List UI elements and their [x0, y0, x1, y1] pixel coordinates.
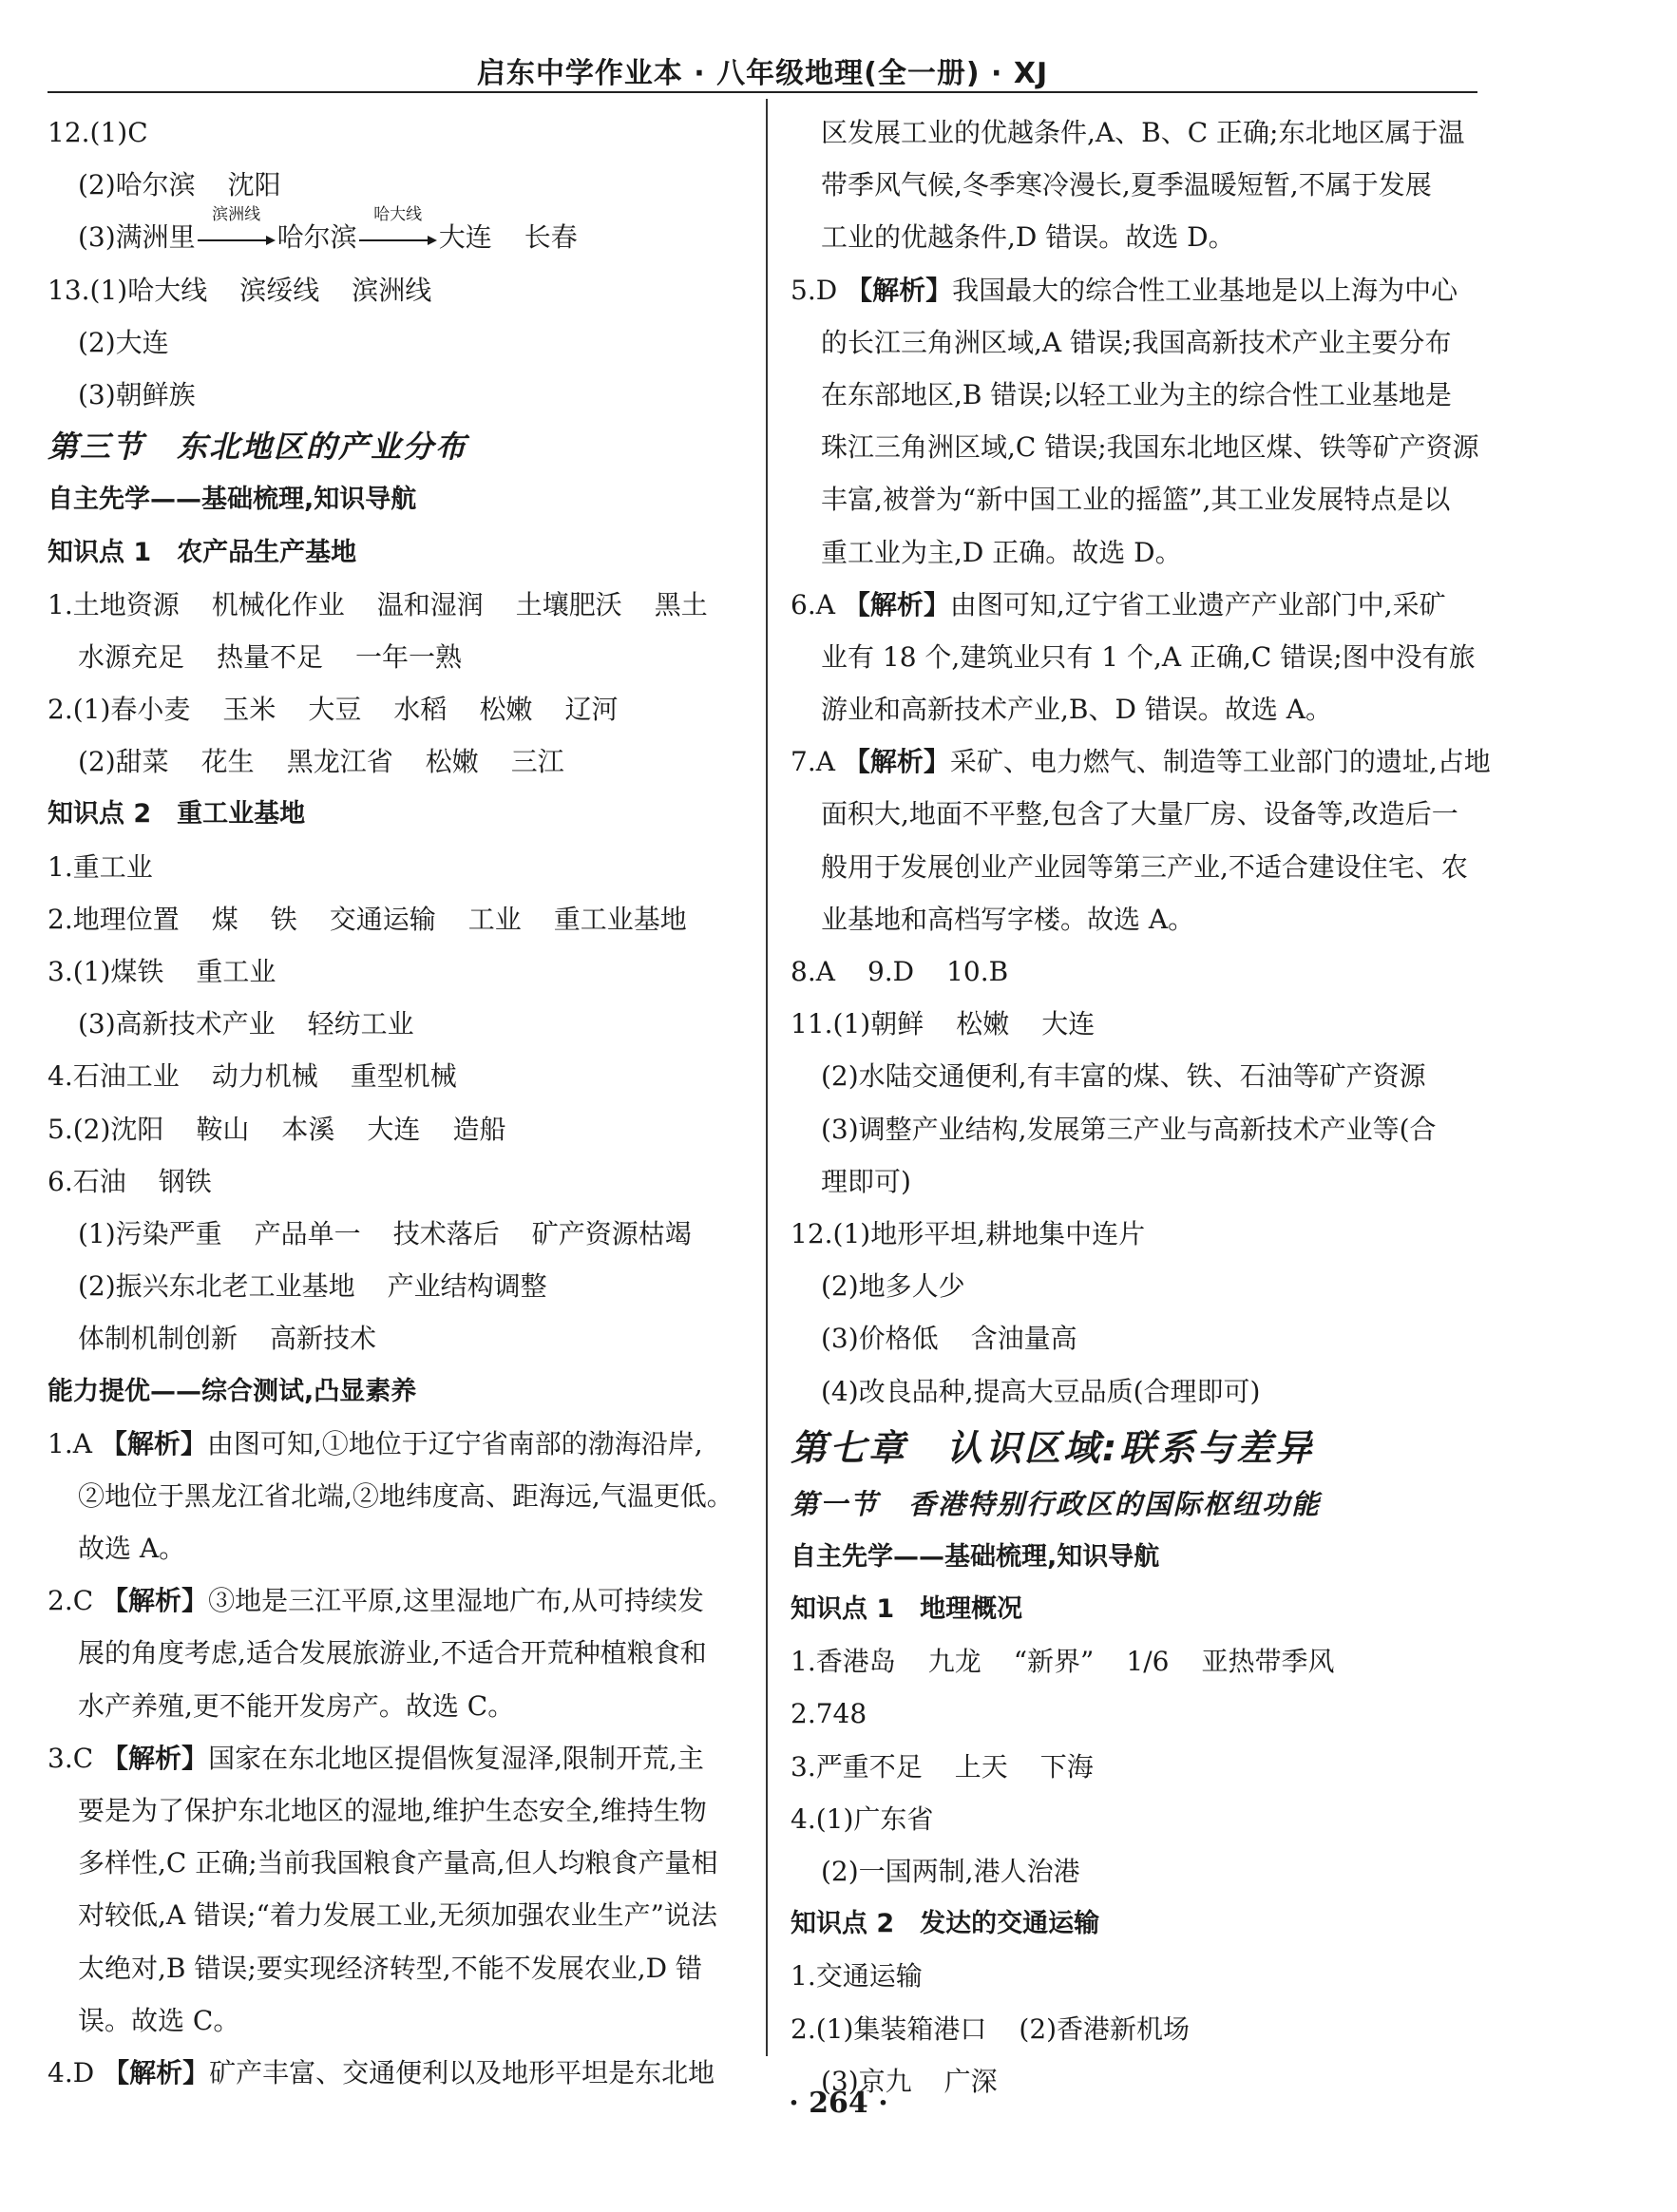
answer-line: (3)高新技术产业 轻纺工业 — [78, 1008, 414, 1040]
left-column — [48, 106, 751, 2099]
answer-line: 多样性,C 正确;当前我国粮食产量高,但人均粮食产量相 — [78, 1847, 718, 1879]
arrow-1: 滨洲线 — [198, 230, 276, 249]
subheading: 能力提优——综合测试,凸显素养 — [48, 1376, 417, 1406]
answer-line: 要是为了保护东北地区的湿地,维护生态安全,维持生物 — [78, 1795, 707, 1826]
answer-line: 12.(1)C — [48, 117, 148, 148]
answer-line: 对较低,A 错误;“着力发展工业,无须加强农业生产”说法 — [78, 1899, 717, 1932]
answer-line: 丰富,被誉为“新中国工业的摇篮”,其工业发展特点是以 — [821, 484, 1451, 516]
answer-line: 展的角度考虑,适合发展旅游业,不适合开荒种植粮食和 — [78, 1637, 707, 1669]
answer-line: 4.D 【解析】矿产丰富、交通便利以及地形平坦是东北地 — [48, 2056, 715, 2088]
answer-line: 太绝对,B 错误;要实现经济转型,不能不发展农业,D 错 — [78, 1952, 702, 1984]
answer-line: 误。故选 C。 — [78, 2004, 240, 2036]
answer-line: 1.重工业 — [48, 850, 153, 883]
answer-line: 5.(2)沈阳 鞍山 本溪 大连 造船 — [48, 1113, 506, 1145]
answer-line: 水产养殖,更不能开发房产。故选 C。 — [78, 1689, 515, 1722]
knowledge-point: 知识点 1 地理概况 — [791, 1594, 1023, 1625]
section-title: 第三节 东北地区的产业分布 — [48, 429, 468, 466]
answer-line: (3)京九 广深 — [821, 2065, 998, 2097]
answer-line: (2)哈尔滨 沈阳 — [78, 169, 281, 201]
answer-line: (2)水陆交通便利,有丰富的煤、铁、石油等矿产资源 — [821, 1060, 1426, 1093]
arrow-2: 哈大线 — [359, 230, 437, 249]
answer-line: 5.D 【解析】我国最大的综合性工业基地是以上海为中心 — [791, 274, 1458, 306]
answer-line: 4.石油工业 动力机械 重型机械 — [48, 1060, 457, 1093]
route-line: (3)满洲里 滨洲线 哈尔滨 哈大线 大连 长春 — [78, 204, 578, 254]
answer-line: (1)污染严重 产品单一 技术落后 矿产资源枯竭 — [78, 1217, 692, 1249]
answer-line: (2)大连 — [78, 326, 169, 358]
answer-line: (2)振兴东北老工业基地 产业结构调整 — [78, 1270, 547, 1303]
answer-line: 1.A 【解析】由图可知,①地位于辽宁省南部的渤海沿岸, — [48, 1427, 703, 1459]
answer-line: 在东部地区,B 错误;以轻工业为主的综合性工业基地是 — [821, 378, 1452, 410]
subheading: 自主先学——基础梳理,知识导航 — [48, 485, 417, 515]
answer-line: 2.(1)春小麦 玉米 大豆 水稻 松嫩 辽河 — [48, 694, 619, 726]
header-rule — [48, 91, 1477, 93]
knowledge-point: 知识点 2 发达的交通运输 — [791, 1909, 1100, 1939]
knowledge-point: 知识点 2 重工业基地 — [48, 799, 306, 830]
answer-line: 1.交通运输 — [791, 1960, 923, 1993]
answer-line: 区发展工业的优越条件,A、B、C 正确;东北地区属于温 — [821, 117, 1465, 148]
answer-line: 体制机制创新 高新技术 — [78, 1323, 377, 1355]
chapter-title: 第七章 认识区域:联系与差异 — [791, 1426, 1315, 1469]
answer-line: 故选 A。 — [78, 1533, 186, 1565]
answer-line: 2.(1)集装箱港口 (2)香港新机场 — [791, 2012, 1191, 2045]
answer-line: 面积大,地面不平整,包含了大量厂房、设备等,改造后一 — [821, 798, 1458, 830]
answer-line: 业基地和高档写字楼。故选 A。 — [821, 903, 1195, 935]
answer-line: 理即可) — [821, 1165, 911, 1197]
answer-line: 7.A 【解析】采矿、电力燃气、制造等工业部门的遗址,占地 — [791, 746, 1491, 778]
answer-line: 4.(1)广东省 — [791, 1802, 934, 1835]
answer-line: 6.A 【解析】由图可知,辽宁省工业遗产产业部门中,采矿 — [791, 588, 1446, 620]
answer-line: 带季风气候,冬季寒冷漫长,夏季温暖短暂,不属于发展 — [821, 169, 1432, 201]
answer-line: 业有 18 个,建筑业只有 1 个,A 正确,C 错误;图中没有旅 — [821, 640, 1476, 673]
answer-line: 重工业为主,D 正确。故选 D。 — [821, 536, 1182, 568]
answer-line: 般用于发展创业产业园等第三产业,不适合建设住宅、农 — [821, 850, 1468, 883]
answer-line: 珠江三角洲区域,C 错误;我国东北地区煤、铁等矿产资源 — [821, 431, 1479, 464]
section-title: 第一节 香港特别行政区的国际枢纽功能 — [791, 1487, 1322, 1520]
answer-line: 8.A 9.D 10.B — [791, 956, 1009, 987]
answer-line: 12.(1)地形平坦,耕地集中连片 — [791, 1217, 1146, 1249]
page-number: · 264 · — [789, 2087, 888, 2120]
answer-line: 工业的优越条件,D 错误。故选 D。 — [821, 221, 1235, 254]
answer-line: 2.748 — [791, 1698, 867, 1730]
answer-line: 水源充足 热量不足 一年一熟 — [78, 640, 463, 673]
answer-line: 3.C 【解析】国家在东北地区提倡恢复湿泽,限制开荒,主 — [48, 1742, 704, 1774]
answer-line: 3.(1)煤铁 重工业 — [48, 956, 276, 987]
answer-line: (2)甜菜 花生 黑龙江省 松嫩 三江 — [78, 746, 564, 778]
column-divider — [766, 99, 768, 2056]
answer-line: (4)改良品种,提高大豆品质(合理即可) — [821, 1375, 1261, 1407]
answer-line: 2.地理位置 煤 铁 交通运输 工业 重工业基地 — [48, 903, 687, 935]
answer-line: 的长江三角洲区域,A 错误;我国高新技术产业主要分布 — [821, 326, 1452, 358]
answer-line: 6.石油 钢铁 — [48, 1165, 212, 1197]
answer-line: (2)一国两制,港人治港 — [821, 1856, 1080, 1887]
answer-line: 2.C 【解析】③地是三江平原,这里湿地广布,从可持续发 — [48, 1585, 704, 1617]
answer-line: 13.(1)哈大线 滨绥线 滨洲线 — [48, 274, 432, 306]
answer-line: 游业和高新技术产业,B、D 错误。故选 A。 — [821, 694, 1332, 726]
answer-line: (3)价格低 含油量高 — [821, 1323, 1077, 1355]
answer-line: (2)地多人少 — [821, 1270, 965, 1303]
answer-line: 11.(1)朝鲜 松嫩 大连 — [791, 1008, 1096, 1040]
answer-line: (3)朝鲜族 — [78, 378, 196, 410]
answer-line: (3)调整产业结构,发展第三产业与高新技术产业等(合 — [821, 1113, 1437, 1145]
answer-line: 1.香港岛 九龙 “新界” 1/6 亚热带季风 — [791, 1646, 1335, 1678]
right-column — [791, 106, 1491, 2107]
answer-line: 1.土地资源 机械化作业 温和湿润 土壤肥沃 黑土 — [48, 588, 708, 620]
page-header: 启东中学作业本 · 八年级地理(全一册) · XJ — [476, 57, 1049, 90]
answer-line: 3.严重不足 上天 下海 — [791, 1750, 1094, 1783]
subheading: 自主先学——基础梳理,知识导航 — [791, 1541, 1160, 1572]
knowledge-point: 知识点 1 农产品生产基地 — [48, 537, 357, 567]
answer-line: ②地位于黑龙江省北端,②地纬度高、距海远,气温更低。 — [78, 1479, 734, 1512]
